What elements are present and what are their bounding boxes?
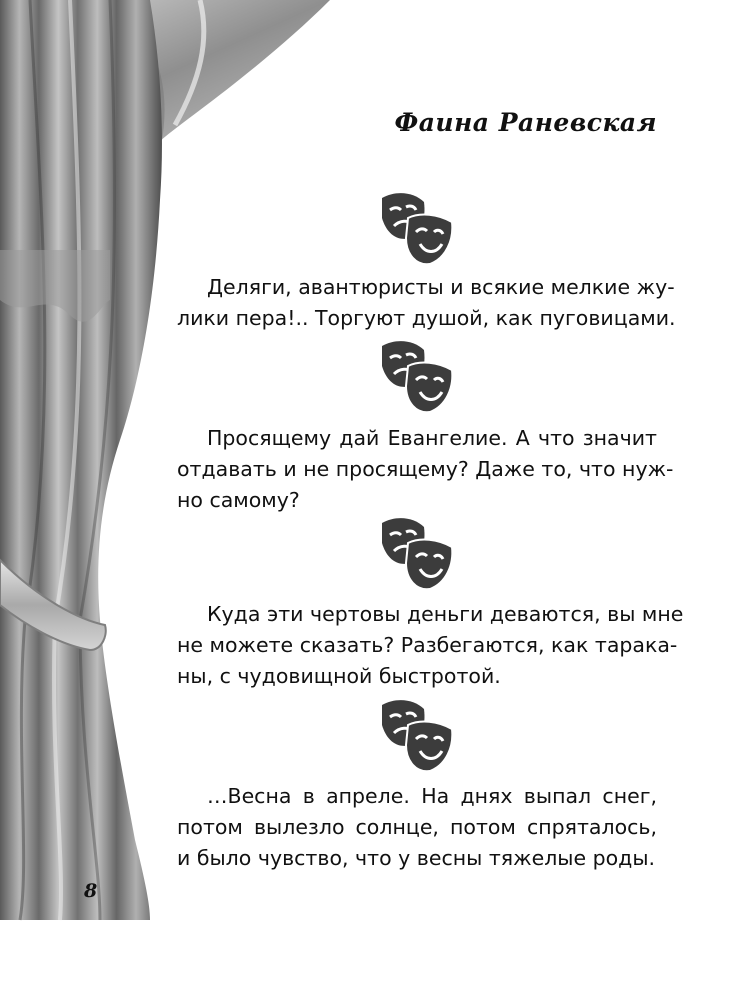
- theater-masks-icon: [376, 513, 460, 597]
- quote-line: не можете сказать? Разбегаются, как тарака-: [177, 633, 678, 657]
- quote-4: [177, 781, 657, 874]
- quote-line: Деляги, авантюристы и всякие мелкие жу-: [207, 275, 675, 299]
- theater-masks-icon: [376, 188, 460, 272]
- quote-line: ны, с чудовищной быстротой.: [177, 664, 501, 688]
- quote-line: Просящему дай Евангелие. А что значит: [207, 426, 657, 450]
- quote-3: [177, 599, 684, 692]
- quote-line: и было чувство, что у весны тяжелые роды.: [177, 846, 656, 870]
- quote-line: Куда эти чертовы деньги деваются, вы мне: [207, 602, 684, 626]
- quote-line: отдавать и не просящему? Даже то, что нуж-: [177, 457, 674, 481]
- quote-line: но самому?: [177, 488, 300, 512]
- quote-1: [177, 272, 676, 334]
- theater-masks-icon: [376, 695, 460, 779]
- quote-2: [177, 423, 674, 516]
- running-head: Фаина Раневская: [394, 108, 657, 137]
- theater-masks-icon: [376, 336, 460, 420]
- quote-line: потом вылезло солнце, потом спряталось,: [177, 815, 657, 839]
- quote-line: лики пера!.. Торгуют душой, как пуговицами.: [177, 306, 676, 330]
- page-number: 8: [84, 880, 98, 902]
- quote-line: …Весна в апреле. На днях выпал снег,: [207, 784, 657, 808]
